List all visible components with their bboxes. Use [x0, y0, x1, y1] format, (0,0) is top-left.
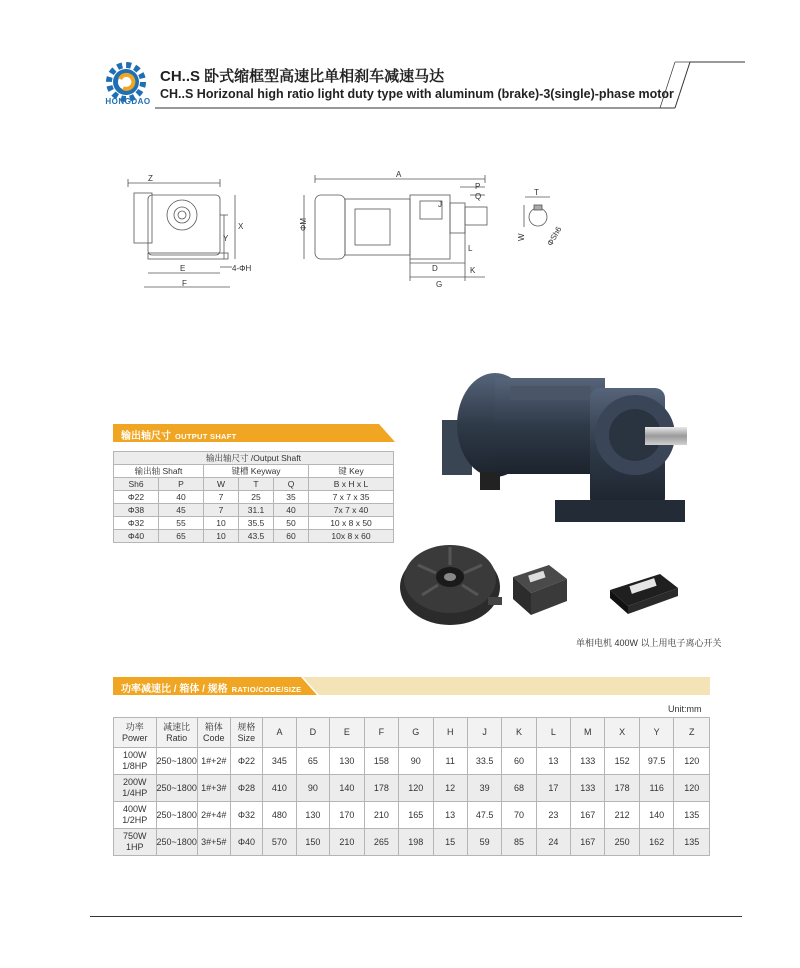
gear-motor-photo — [440, 360, 700, 530]
cell-line: K — [516, 727, 523, 737]
cell-line: 400W — [123, 804, 147, 814]
spec-table-cell — [156, 748, 197, 775]
cell-line: 68 — [514, 782, 525, 793]
spec-header-cell — [399, 718, 433, 748]
cell-line: 410 — [271, 782, 287, 793]
dimension-drawings — [120, 165, 580, 305]
cell-line: X — [619, 727, 626, 737]
cell-line: 13 — [548, 755, 559, 766]
col-header: T — [239, 478, 274, 491]
spec-table-cell — [263, 802, 296, 829]
spec-header-cell — [114, 718, 157, 748]
spec-header-cell — [296, 718, 329, 748]
spec-table-row — [114, 775, 710, 802]
spec-table-cell — [230, 775, 263, 802]
cell-line: 250 — [614, 836, 630, 847]
cell-line: 198 — [408, 836, 424, 847]
spec-table-row — [114, 748, 710, 775]
spec-header-cell — [156, 718, 197, 748]
shaft-table-cell: Φ22 — [114, 491, 159, 504]
cell-line: 480 — [271, 809, 287, 820]
cell-line: 570 — [271, 836, 287, 847]
spec-table-cell — [197, 748, 230, 775]
spec-table-cell — [230, 802, 263, 829]
cell-line: Code — [202, 732, 225, 743]
spec-table-cell — [571, 829, 605, 856]
cell-line: E — [343, 727, 350, 737]
spec-table-cell — [156, 775, 197, 802]
label-g: G — [436, 280, 443, 289]
spec-table-cell — [197, 802, 230, 829]
cell-line: 功率 — [125, 721, 144, 732]
spec-header-cell — [197, 718, 230, 748]
spec-table-cell — [433, 802, 467, 829]
cell-line: J — [482, 727, 487, 737]
cell-line: Size — [237, 732, 256, 743]
centrifugal-switch-photo — [509, 559, 571, 619]
spec-table-cell — [399, 748, 433, 775]
spec-table-cell — [364, 829, 398, 856]
label-z: Z — [148, 174, 153, 183]
cell-line: 120 — [684, 755, 700, 766]
shaft-table-cell: 10x 8 x 60 — [309, 530, 394, 543]
spec-header-cell — [571, 718, 605, 748]
spec-table-cell — [230, 829, 263, 856]
spec-header-cell — [263, 718, 296, 748]
label-m: ΦM — [299, 217, 308, 231]
cell-line: 130 — [339, 755, 355, 766]
cell-line: 59 — [479, 836, 490, 847]
spec-header-cell — [536, 718, 570, 748]
spec-header-cell — [674, 718, 710, 748]
cell-line: 250~1800 — [156, 782, 197, 793]
spec-header-cell — [502, 718, 536, 748]
spec-table-cell — [467, 775, 502, 802]
col-header: B x H x L — [309, 478, 394, 491]
spec-header-cell — [364, 718, 398, 748]
cell-line: 23 — [548, 809, 559, 820]
spec-table-cell — [114, 802, 157, 829]
col-header: Sh6 — [114, 478, 159, 491]
spec-table-cell — [364, 775, 398, 802]
label-p: P — [475, 182, 481, 191]
shaft-table-cell: 40 — [159, 491, 204, 504]
spec-table-cell — [639, 802, 674, 829]
cell-line: 135 — [684, 809, 700, 820]
shaft-table-cell: 45 — [159, 504, 204, 517]
shaft-table-row — [114, 491, 394, 504]
cell-line: 133 — [580, 782, 596, 793]
spec-table-cell — [263, 775, 296, 802]
shaft-table-cell: 35.5 — [239, 517, 274, 530]
shaft-table-cell: 7 — [204, 504, 239, 517]
brake-switch-caption: 单相电机 400W 以上用电子离心开关 — [576, 638, 722, 648]
spec-table-cell — [571, 775, 605, 802]
spec-table-cell — [674, 802, 710, 829]
cell-line: A — [276, 727, 283, 737]
spec-table-cell — [330, 775, 364, 802]
label-l: L — [468, 244, 473, 253]
cell-line: Φ32 — [237, 809, 256, 820]
key-group-header: 键 Key — [309, 465, 394, 478]
shaft-table-cell: 7 — [204, 491, 239, 504]
cell-line: 12 — [445, 782, 456, 793]
spec-header-cell — [467, 718, 502, 748]
spec-table-cell — [502, 802, 536, 829]
cell-line: 减速比 — [163, 721, 191, 732]
spec-table-row — [114, 829, 710, 856]
spec-table-cell — [364, 802, 398, 829]
cell-line: 212 — [614, 809, 630, 820]
cell-line: 70 — [514, 809, 525, 820]
cell-line: F — [378, 727, 385, 737]
spec-header-cell — [433, 718, 467, 748]
spec-table-cell — [571, 748, 605, 775]
shaft-table-cell: 50 — [274, 517, 309, 530]
cell-line: 170 — [339, 809, 355, 820]
spec-table-cell — [536, 802, 570, 829]
shaft-table-row — [114, 504, 394, 517]
output-shaft-banner-en: OUTPUT SHAFT — [175, 432, 237, 441]
shaft-table-row — [114, 517, 394, 530]
shaft-table-cell: 7 x 7 x 35 — [309, 491, 394, 504]
label-y: Y — [223, 234, 229, 243]
spec-table-cell — [296, 775, 329, 802]
cell-line: 120 — [408, 782, 424, 793]
cell-line: Y — [653, 727, 660, 737]
spec-table-cell — [674, 775, 710, 802]
cell-line: 47.5 — [475, 809, 494, 820]
spec-table-cell — [502, 829, 536, 856]
shaft-group-header: 输出轴 Shaft — [114, 465, 204, 478]
shaft-table-cell: 60 — [274, 530, 309, 543]
spec-table-cell — [467, 829, 502, 856]
shaft-table-cell: 10 — [204, 517, 239, 530]
cell-line: 1/8HP — [122, 761, 148, 771]
shaft-table-cell: 65 — [159, 530, 204, 543]
spec-table-cell — [197, 775, 230, 802]
cell-line: 133 — [580, 755, 596, 766]
cell-line: 33.5 — [475, 755, 494, 766]
label-q: Q — [475, 192, 482, 201]
spec-table-cell — [571, 802, 605, 829]
cell-line: 178 — [373, 782, 389, 793]
shaft-table-row — [114, 530, 394, 543]
spec-table-cell — [433, 829, 467, 856]
cell-line: 24 — [548, 836, 559, 847]
cell-line: 140 — [649, 809, 665, 820]
cell-line: Φ40 — [237, 836, 256, 847]
label-w: W — [517, 233, 526, 241]
spec-table-cell — [605, 829, 639, 856]
spec-header-cell — [230, 718, 263, 748]
brake-disc-photo — [398, 535, 510, 627]
cell-line: 39 — [479, 782, 490, 793]
spec-table-row — [114, 802, 710, 829]
spec-table-cell — [433, 748, 467, 775]
cell-line: 167 — [580, 809, 596, 820]
cell-line: 140 — [339, 782, 355, 793]
cell-line: 97.5 — [647, 755, 666, 766]
spec-table-cell — [296, 748, 329, 775]
spec-table-cell — [330, 829, 364, 856]
footer-divider — [90, 916, 742, 917]
cell-line: 165 — [408, 809, 424, 820]
label-d: D — [432, 264, 438, 273]
brand-name: HONGDAO — [105, 97, 151, 106]
label-k: K — [470, 266, 476, 275]
cell-line: 152 — [614, 755, 630, 766]
cell-line: 13 — [445, 809, 456, 820]
cell-line: 116 — [649, 782, 664, 793]
spec-table-cell — [605, 748, 639, 775]
cell-line: 120 — [684, 782, 700, 793]
cell-line: 65 — [307, 755, 318, 766]
spec-table-cell — [502, 775, 536, 802]
output-shaft-banner-cn: 输出轴尺寸 — [121, 431, 171, 442]
shaft-table-cell: Φ32 — [114, 517, 159, 530]
spec-table-cell — [674, 829, 710, 856]
cell-line: 90 — [410, 755, 421, 766]
cell-line: 11 — [445, 755, 455, 766]
cell-line: 200W — [123, 777, 147, 787]
shaft-table-title: 输出轴尺寸 /Output Shaft — [114, 452, 394, 465]
cell-line: 250~1800 — [156, 809, 197, 820]
label-t: T — [534, 188, 539, 197]
cell-line: M — [583, 727, 592, 737]
spec-table-cell — [605, 802, 639, 829]
shaft-table-cell: 40 — [274, 504, 309, 517]
spec-header-row — [114, 718, 710, 748]
shaft-table-cell: 35 — [274, 491, 309, 504]
spec-table-cell — [263, 748, 296, 775]
col-header: W — [204, 478, 239, 491]
spec-table-cell — [330, 748, 364, 775]
label-a: A — [396, 170, 402, 179]
spec-table-cell — [156, 829, 197, 856]
spec-table-cell — [296, 802, 329, 829]
cell-line: 135 — [684, 836, 700, 847]
cell-line: 100W — [123, 750, 147, 760]
cell-line: 167 — [580, 836, 596, 847]
spec-table-cell — [502, 748, 536, 775]
cell-line: 60 — [514, 755, 525, 766]
spec-header-cell — [330, 718, 364, 748]
cell-line: 210 — [339, 836, 355, 847]
spec-table-cell — [467, 748, 502, 775]
spec-header-cell — [605, 718, 639, 748]
output-shaft-banner — [113, 424, 395, 442]
spec-table-cell — [114, 829, 157, 856]
cell-line: Φ28 — [237, 782, 256, 793]
spec-table-cell — [263, 829, 296, 856]
cell-line: 250~1800 — [156, 836, 197, 847]
label-f: F — [182, 279, 187, 288]
cell-line: 85 — [514, 836, 525, 847]
label-x: X — [238, 222, 244, 231]
header-decor-lines — [0, 0, 800, 130]
shaft-table-cell: 10 — [204, 530, 239, 543]
cell-line: 1#+3# — [201, 782, 227, 793]
spec-table-cell — [536, 748, 570, 775]
cell-line: D — [309, 727, 317, 737]
cell-line: G — [412, 727, 420, 737]
cell-line: 162 — [649, 836, 665, 847]
cell-line: Ratio — [166, 732, 188, 743]
spec-table-cell — [433, 775, 467, 802]
cell-line: L — [550, 727, 556, 737]
cell-line: 150 — [305, 836, 321, 847]
cell-line: 345 — [271, 755, 287, 766]
spec-table-cell — [536, 775, 570, 802]
col-header: P — [159, 478, 204, 491]
cell-line: 265 — [373, 836, 389, 847]
spec-table-cell — [639, 748, 674, 775]
spec-table-cell — [399, 775, 433, 802]
page-title-en: CH..S Horizonal high ratio light duty type with aluminum (brake)-3(single)-phase motor — [160, 87, 674, 101]
cell-line: 1HP — [126, 842, 144, 852]
keyway-group-header: 键槽 Keyway — [204, 465, 309, 478]
spec-table-cell — [674, 748, 710, 775]
cell-line: 3#+5# — [201, 836, 227, 847]
col-header: Q — [274, 478, 309, 491]
cell-line: 15 — [445, 836, 456, 847]
spec-table-cell — [399, 802, 433, 829]
spec-table-cell — [156, 802, 197, 829]
spec-table-cell — [639, 829, 674, 856]
spec-table-cell — [296, 829, 329, 856]
shaft-table-cell: Φ38 — [114, 504, 159, 517]
spec-header-cell — [639, 718, 674, 748]
electronic-switch-photo — [606, 568, 682, 618]
cell-line: Z — [688, 727, 695, 737]
cell-line: 规格 — [237, 721, 256, 732]
label-sh6: ΦSh6 — [545, 225, 564, 248]
spec-table-cell — [114, 748, 157, 775]
cell-line: 750W — [123, 831, 147, 841]
shaft-table-cell: 10 x 8 x 50 — [309, 517, 394, 530]
cell-line: 210 — [373, 809, 389, 820]
cell-line: 250~1800 — [156, 755, 197, 766]
ratio-banner-en: RATIO/CODE/SIZE — [231, 685, 302, 694]
page-title-cn: CH..S 卧式缩框型高速比单相刹车减速马达 — [160, 68, 445, 85]
spec-table-cell — [639, 775, 674, 802]
label-j: J — [438, 200, 442, 209]
ratio-spec-table — [113, 717, 710, 856]
shaft-table-cell: 31.1 — [239, 504, 274, 517]
spec-table-cell — [467, 802, 502, 829]
cell-line: 178 — [614, 782, 630, 793]
cell-line: Φ22 — [237, 755, 256, 766]
output-shaft-table — [113, 451, 394, 543]
shaft-table-cell: 43.5 — [239, 530, 274, 543]
spec-table-cell — [364, 748, 398, 775]
shaft-table-cell: Φ40 — [114, 530, 159, 543]
cell-line: 130 — [305, 809, 321, 820]
cell-line: 2#+4# — [201, 809, 227, 820]
label-e: E — [180, 264, 186, 273]
shaft-table-cell: 25 — [239, 491, 274, 504]
cell-line: Power — [122, 732, 148, 743]
cell-line: 1/4HP — [122, 788, 148, 798]
spec-table-cell — [330, 802, 364, 829]
cell-line: 箱体 — [204, 721, 223, 732]
spec-table-cell — [399, 829, 433, 856]
cell-line: 1#+2# — [201, 755, 227, 766]
unit-label: Unit:mm — [668, 704, 702, 714]
ratio-code-size-banner — [113, 677, 710, 695]
spec-table-cell — [230, 748, 263, 775]
cell-line: 90 — [307, 782, 318, 793]
ratio-banner-cn: 功率减速比 / 箱体 / 规格 — [121, 684, 228, 695]
spec-table-cell — [197, 829, 230, 856]
cell-line: H — [446, 727, 454, 737]
label-hole: 4-ΦH — [232, 264, 252, 273]
spec-table-cell — [114, 775, 157, 802]
shaft-table-cell: 7x 7 x 40 — [309, 504, 394, 517]
cell-line: 17 — [548, 782, 559, 793]
shaft-table-cell: 55 — [159, 517, 204, 530]
cell-line: 1/2HP — [122, 815, 148, 825]
cell-line: 158 — [373, 755, 389, 766]
spec-table-cell — [536, 829, 570, 856]
spec-table-cell — [605, 775, 639, 802]
